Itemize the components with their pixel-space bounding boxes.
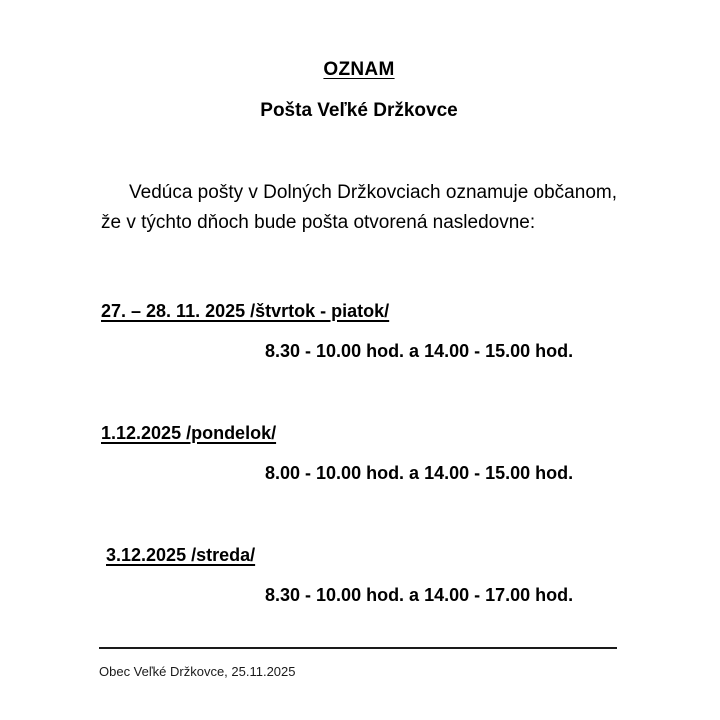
schedule-entry (0, 420, 720, 486)
schedule-entry-date-wrapper (0, 420, 720, 446)
footer-text: Obec Veľké Držkovce, 25.11.2025 (99, 664, 296, 679)
schedule-list (0, 298, 720, 608)
schedule-entry-date: 1.12.2025 /pondelok/ (101, 423, 277, 443)
schedule-entry (0, 298, 720, 364)
schedule-entry-hours: 8.00 - 10.00 hod. a 14.00 - 15.00 hod. (265, 463, 574, 483)
title-block (101, 58, 617, 123)
schedule-entry-hours: 8.30 - 10.00 hod. a 14.00 - 15.00 hod. (265, 341, 574, 361)
schedule-entry-date: 27. – 28. 11. 2025 /štvrtok - piatok/ (101, 301, 390, 321)
entry-spacer (0, 486, 720, 542)
intro-paragraph: Vedúca pošty v Dolných Držkovciach oznamuje občanom, že v týchto dňoch bude pošta otvorená nasledovne: (101, 182, 617, 233)
schedule-entry-hours: 8.30 - 10.00 hod. a 14.00 - 17.00 hod. (265, 585, 574, 605)
page-title: OZNAM (323, 59, 395, 80)
page-subtitle: Pošta Veľké Držkovce (260, 99, 458, 121)
entry-spacer (0, 364, 720, 420)
schedule-entry-date-wrapper (0, 298, 720, 324)
schedule-entry-date: 3.12.2025 /streda/ (106, 545, 256, 565)
schedule-entry-date-wrapper (0, 542, 720, 568)
footer-divider (99, 647, 617, 649)
schedule-entry (0, 542, 720, 608)
